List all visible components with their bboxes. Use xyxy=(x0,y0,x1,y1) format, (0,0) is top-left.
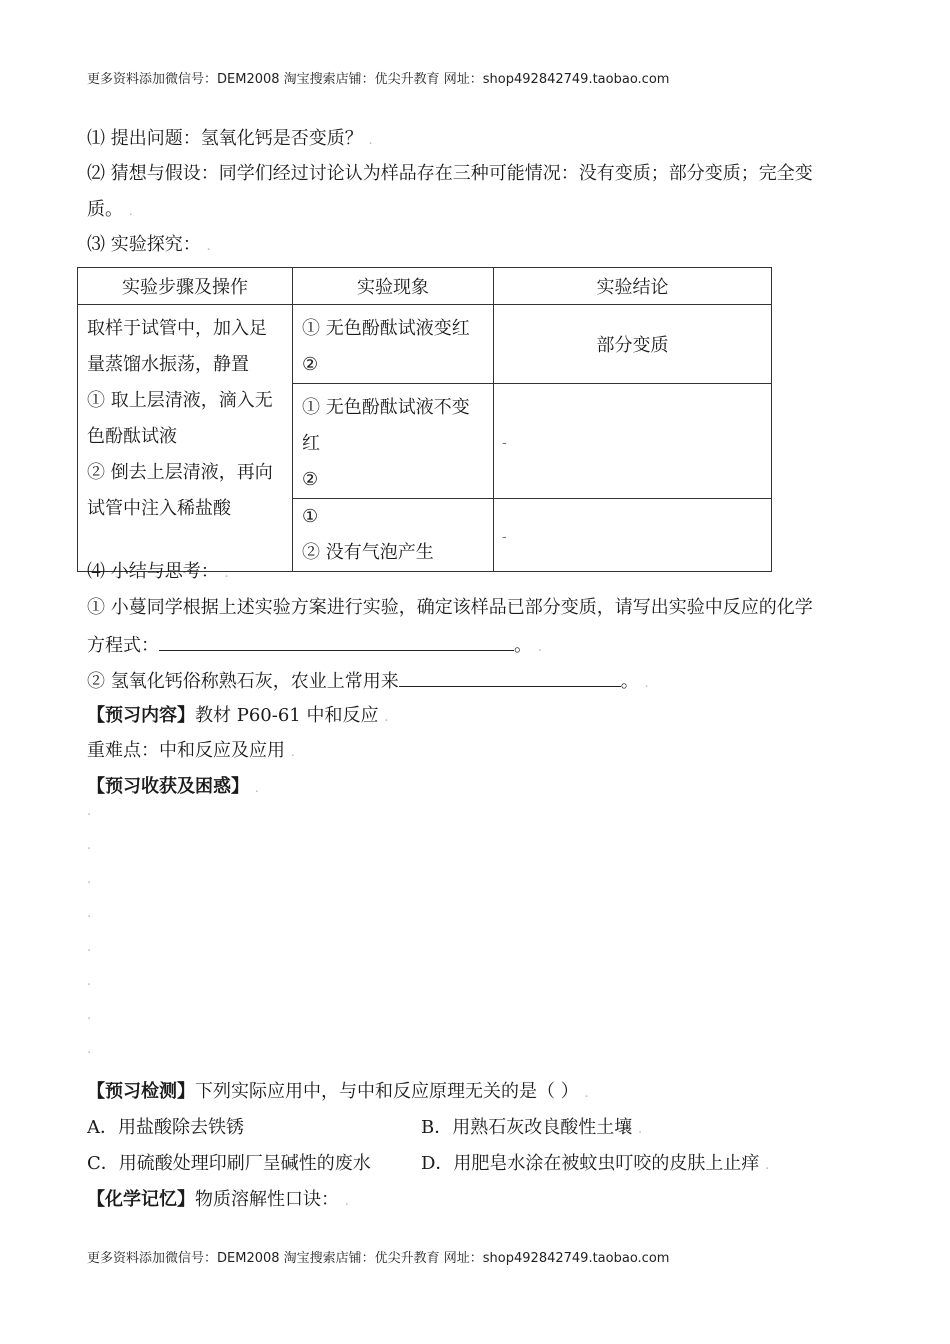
paragraph-mark: . xyxy=(584,1086,589,1101)
option-d[interactable] xyxy=(421,1152,769,1178)
step-line: 取样于试管中，加入足 xyxy=(87,318,267,339)
empty-line-mark: . xyxy=(87,1042,92,1057)
option-b[interactable] xyxy=(421,1116,642,1142)
option-b-text: B．用熟石灰改良酸性土壤 xyxy=(421,1117,633,1138)
page-footer: 更多资料添加微信号：DEM2008 淘宝搜索店铺：优尖升教育 网址：shop492842749.taobao.com xyxy=(87,1251,670,1266)
paragraph-mark: . xyxy=(644,676,649,691)
page-header: 更多资料添加微信号：DEM2008 淘宝搜索店铺：优尖升教育 网址：shop492842749.taobao.com xyxy=(87,72,670,87)
conclusion-cell-1: 部分变质 xyxy=(494,305,772,384)
empty-line-mark: . xyxy=(87,906,92,921)
question-1 xyxy=(87,127,373,153)
question-1-text: ⑴ 提出问题：氢氧化钙是否变质？ xyxy=(87,128,363,149)
empty-line-mark: . xyxy=(87,804,92,819)
paragraph-mark: . xyxy=(254,781,259,796)
paragraph-mark: . xyxy=(224,566,229,581)
test-label: 【预习检测】 xyxy=(87,1081,195,1102)
phenomena-cell-1 xyxy=(293,305,494,384)
empty-line-mark: . xyxy=(87,1008,92,1023)
phenomenon-line: ① 无色酚酞试液变红 xyxy=(302,318,470,339)
phenomena-cell-2 xyxy=(293,384,494,499)
question-3-text: ⑶ 实验探究： xyxy=(87,234,201,255)
table-header-row xyxy=(78,268,772,305)
test-question: 下列实际应用中，与中和反应原理无关的是（ ） xyxy=(195,1081,579,1102)
empty-line-mark: . xyxy=(87,974,92,989)
paragraph-mark: . xyxy=(765,1158,770,1173)
empty-line-mark: . xyxy=(87,872,92,887)
memory-text: 物质溶解性口诀： xyxy=(195,1189,339,1210)
question-2-line-2 xyxy=(87,198,133,224)
step-line: ① 取上层清液，滴入无 xyxy=(87,390,273,411)
header-steps: 实验步骤及操作 xyxy=(78,268,293,305)
steps-text xyxy=(78,305,292,527)
question-4-1-line-2 xyxy=(87,632,542,660)
chemistry-memory xyxy=(87,1188,349,1214)
phenomenon-line: ② 没有气泡产生 xyxy=(302,542,434,563)
question-4-1-suffix: 。 xyxy=(514,635,532,656)
harvest-label: 【预习收获及困惑】 xyxy=(87,776,249,797)
question-4-1-prefix: 方程式： xyxy=(87,635,159,656)
step-line: ② 倒去上层清液，再向 xyxy=(87,462,273,483)
question-4-2-suffix: 。 xyxy=(620,671,639,692)
paragraph-mark: . xyxy=(637,1122,643,1137)
key-points-text: 重难点：中和反应及应用 xyxy=(87,740,285,761)
phenomenon-line: ② xyxy=(302,469,319,490)
experiment-table xyxy=(77,267,772,572)
phenomenon-line: ② xyxy=(302,354,319,375)
question-4-2 xyxy=(87,668,649,696)
conclusion-placeholder: - xyxy=(502,528,507,545)
paragraph-mark: . xyxy=(537,640,542,655)
header-conclusion: 实验结论 xyxy=(494,268,772,305)
conclusion-placeholder: - xyxy=(502,434,507,451)
phenomenon-line: ① xyxy=(302,506,319,527)
preview-label: 【预习内容】 xyxy=(87,705,195,726)
conclusion-cell-3 xyxy=(494,499,772,572)
step-line: 试管中注入稀盐酸 xyxy=(87,498,231,519)
question-3 xyxy=(87,233,211,259)
question-4-text: ⑷ 小结与思考： xyxy=(87,561,219,582)
table-row xyxy=(78,305,772,384)
paragraph-mark: . xyxy=(384,710,389,725)
steps-cell xyxy=(78,305,293,572)
question-4 xyxy=(87,560,229,586)
preview-text: 教材 P60-61 中和反应 xyxy=(195,705,379,726)
phenomenon-line: 红 xyxy=(302,433,320,454)
option-c[interactable]: C．用硫酸处理印刷厂呈碱性的废水 xyxy=(87,1153,371,1174)
header-phenomena: 实验现象 xyxy=(293,268,494,305)
question-2-text: 质。 xyxy=(87,199,123,220)
paragraph-mark: . xyxy=(344,1194,349,1209)
empty-line-mark: . xyxy=(87,940,92,955)
usage-answer-blank[interactable] xyxy=(399,668,621,687)
phenomenon-line: ① 无色酚酞试液不变 xyxy=(302,397,470,418)
paragraph-mark: . xyxy=(368,133,373,148)
step-line: 量蒸馏水振荡，静置 xyxy=(87,354,249,375)
empty-line-mark: . xyxy=(87,838,92,853)
key-points xyxy=(87,739,295,765)
preview-content xyxy=(87,704,388,730)
memory-label: 【化学记忆】 xyxy=(87,1189,195,1210)
question-4-2-prefix: ② 氢氧化钙俗称熟石灰，农业上常用来 xyxy=(87,671,399,692)
paragraph-mark: . xyxy=(206,239,211,254)
paragraph-mark: . xyxy=(128,204,133,219)
preview-test xyxy=(87,1080,589,1106)
question-4-1-line-1: ① 小蔓同学根据上述实验方案进行实验，确定该样品已部分变质，请写出实验中反应的化学 xyxy=(87,597,813,618)
question-2-line-1: ⑵ 猜想与假设：同学们经过讨论认为样品存在三种可能情况：没有变质；部分变质；完全变 xyxy=(87,163,813,184)
step-line: 色酚酞试液 xyxy=(87,426,177,447)
option-d-text: D．用肥皂水涂在被蚊虫叮咬的皮肤上止痒 xyxy=(421,1153,760,1174)
conclusion-cell-2 xyxy=(494,384,772,499)
paragraph-mark: . xyxy=(290,745,295,760)
option-a[interactable]: A．用盐酸除去铁锈 xyxy=(87,1117,244,1138)
phenomena-cell-3 xyxy=(293,499,494,572)
equation-answer-blank[interactable] xyxy=(159,632,514,651)
harvest-heading xyxy=(87,775,259,801)
